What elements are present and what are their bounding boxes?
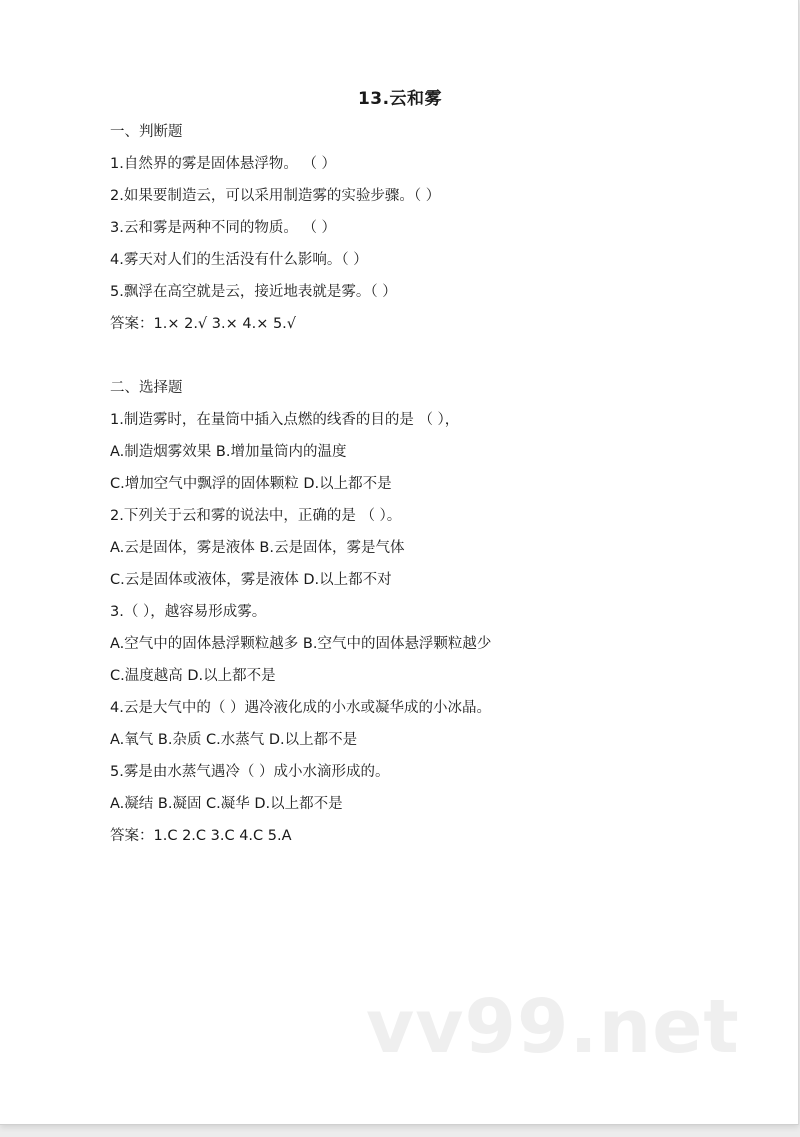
choice-line-9: C.温度越高 D.以上都不是 [110, 668, 276, 684]
watermark-logo: vv99.net [366, 984, 740, 1070]
choice-line-3: C.增加空气中飘浮的固体颗粒 D.以上都不是 [110, 476, 392, 492]
choice-line-6: C.云是固体或液体，雾是液体 D.以上都不对 [110, 572, 392, 588]
choice-line-12: 5.雾是由水蒸气遇冷（ ）成小水滴形成的。 [110, 764, 390, 780]
choice-line-11: A.氧气 B.杂质 C.水蒸气 D.以上都不是 [110, 732, 358, 748]
judgment-answer: 答案：1.× 2.√ 3.× 4.× 5.√ [110, 316, 297, 332]
choice-line-7: 3.（ ），越容易形成雾。 [110, 604, 267, 620]
choice-line-8: A.空气中的固体悬浮颗粒越多 B.空气中的固体悬浮颗粒越少 [110, 636, 492, 652]
judgment-question-2: 2.如果要制造云，可以采用制造雾的实验步骤。（ ） [110, 188, 441, 204]
choice-line-5: A.云是固体，雾是液体 B.云是固体，雾是气体 [110, 540, 405, 556]
page-title: 13.云和雾 [357, 89, 443, 109]
choice-answer: 答案：1.C 2.C 3.C 4.C 5.A [110, 828, 292, 844]
choice-line-13: A.凝结 B.凝固 C.凝华 D.以上都不是 [110, 796, 343, 812]
choice-line-1: 1.制造雾时，在量筒中插入点燃的线香的目的是 （ ）， [110, 412, 460, 428]
section-heading-judgment: 一、判断题 [110, 124, 183, 140]
choice-line-2: A.制造烟雾效果 B.增加量筒内的温度 [110, 444, 347, 460]
judgment-question-1: 1.自然界的雾是固体悬浮物。 （ ） [110, 156, 337, 172]
judgment-question-4: 4.雾天对人们的生活没有什么影响。（ ） [110, 252, 368, 268]
choice-line-4: 2.下列关于云和雾的说法中，正确的是 （ ）。 [110, 508, 402, 524]
judgment-question-3: 3.云和雾是两种不同的物质。 （ ） [110, 220, 337, 236]
choice-line-10: 4.云是大气中的（ ）遇冷液化成的小水或凝华成的小冰晶。 [110, 700, 491, 716]
section-heading-choice: 二、选择题 [110, 380, 183, 396]
judgment-question-5: 5.飘浮在高空就是云，接近地表就是雾。（ ） [110, 284, 397, 300]
